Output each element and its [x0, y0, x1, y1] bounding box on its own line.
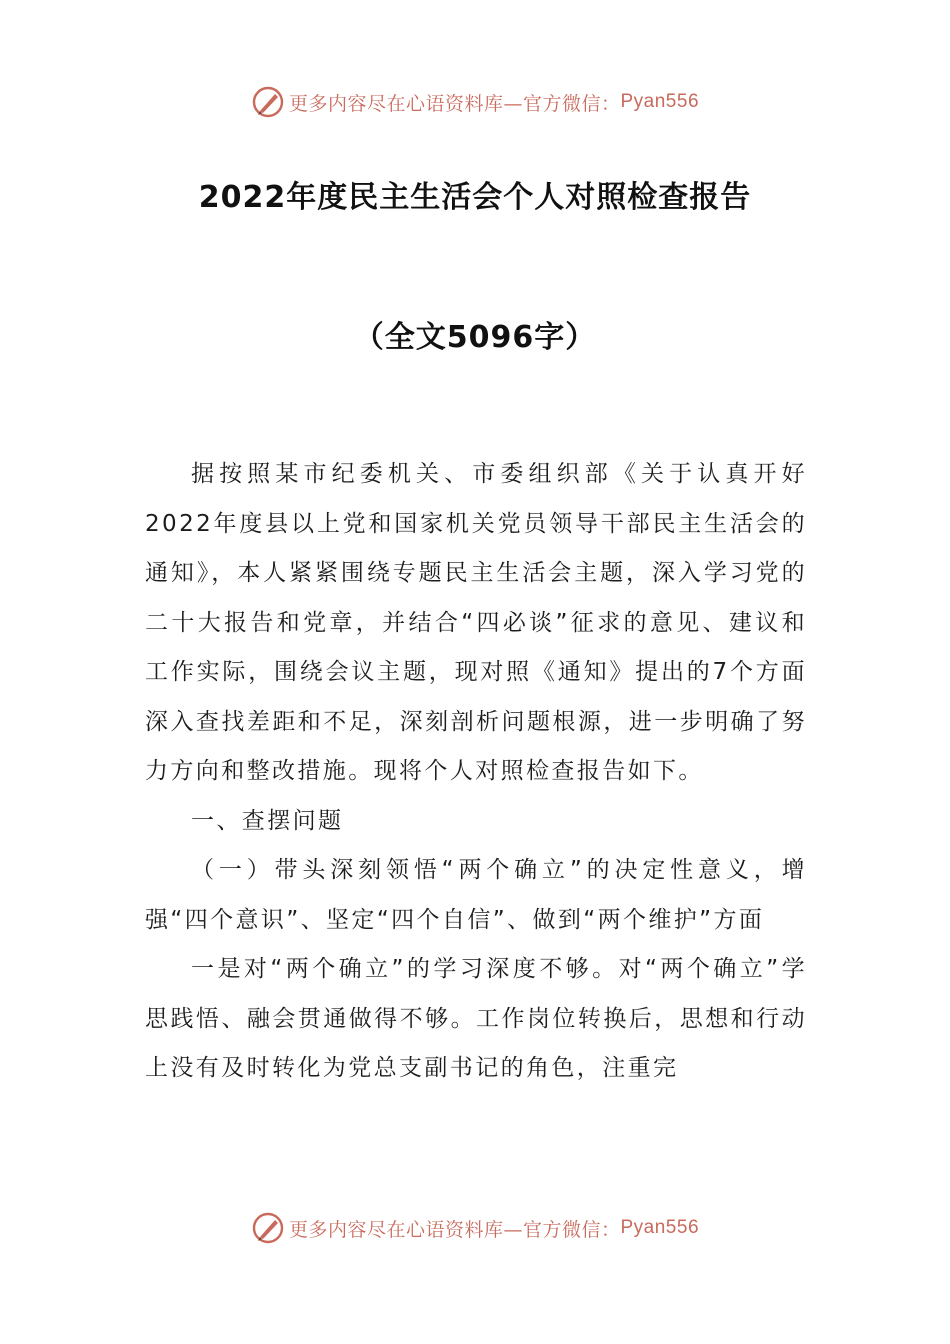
- paragraph-point-one: 一是对“两个确立”的学习深度不够。对“两个确立”学思践悟、融会贯通做得不够。工作岗位转换后，思想和行动上没有及时转化为党总支副书记的角色，注重完: [145, 956, 807, 1081]
- quill-pen-icon: [251, 1211, 285, 1245]
- quill-pen-icon: [251, 85, 285, 119]
- subsection-heading: （一）带头深刻领悟“两个确立”的决定性意义，增强“四个意识”、坚定“四个自信”、做到“两个维护”方面: [145, 857, 807, 933]
- watermark-text: 更多内容尽在心语资料库—官方微信：: [288, 92, 621, 115]
- watermark-wechat-id: Pyan556: [620, 91, 700, 112]
- paragraph-intro: 据按照某市纪委机关、市委组织部《关于认真开好2022年度县以上党和国家机关党员领导干部民主生活会的通知》，本人紧紧围绕专题民主生活会主题，深入学习党的二十大报告和党章，并结合“四必谈”征求的意见、建议和工作实际，围绕会议主题，现对照《通知》提出的7个方面深入查找差距和不足，深刻剖析问题根源，进一步明确了努力方向和整改措施。现将个人对照检查报告如下。: [145, 461, 807, 784]
- document-title: 2022年度民主生活会个人对照检查报告: [198, 180, 752, 215]
- document-body: [145, 450, 807, 1094]
- section-heading: 一、查摆问题: [191, 807, 344, 834]
- watermark-header: [0, 82, 950, 122]
- watermark-text: 更多内容尽在心语资料库—官方微信：: [288, 1218, 621, 1241]
- watermark-wechat-id: Pyan556: [620, 1217, 700, 1238]
- watermark-footer: [0, 1208, 950, 1248]
- document-subtitle: （全文5096字）: [353, 320, 597, 355]
